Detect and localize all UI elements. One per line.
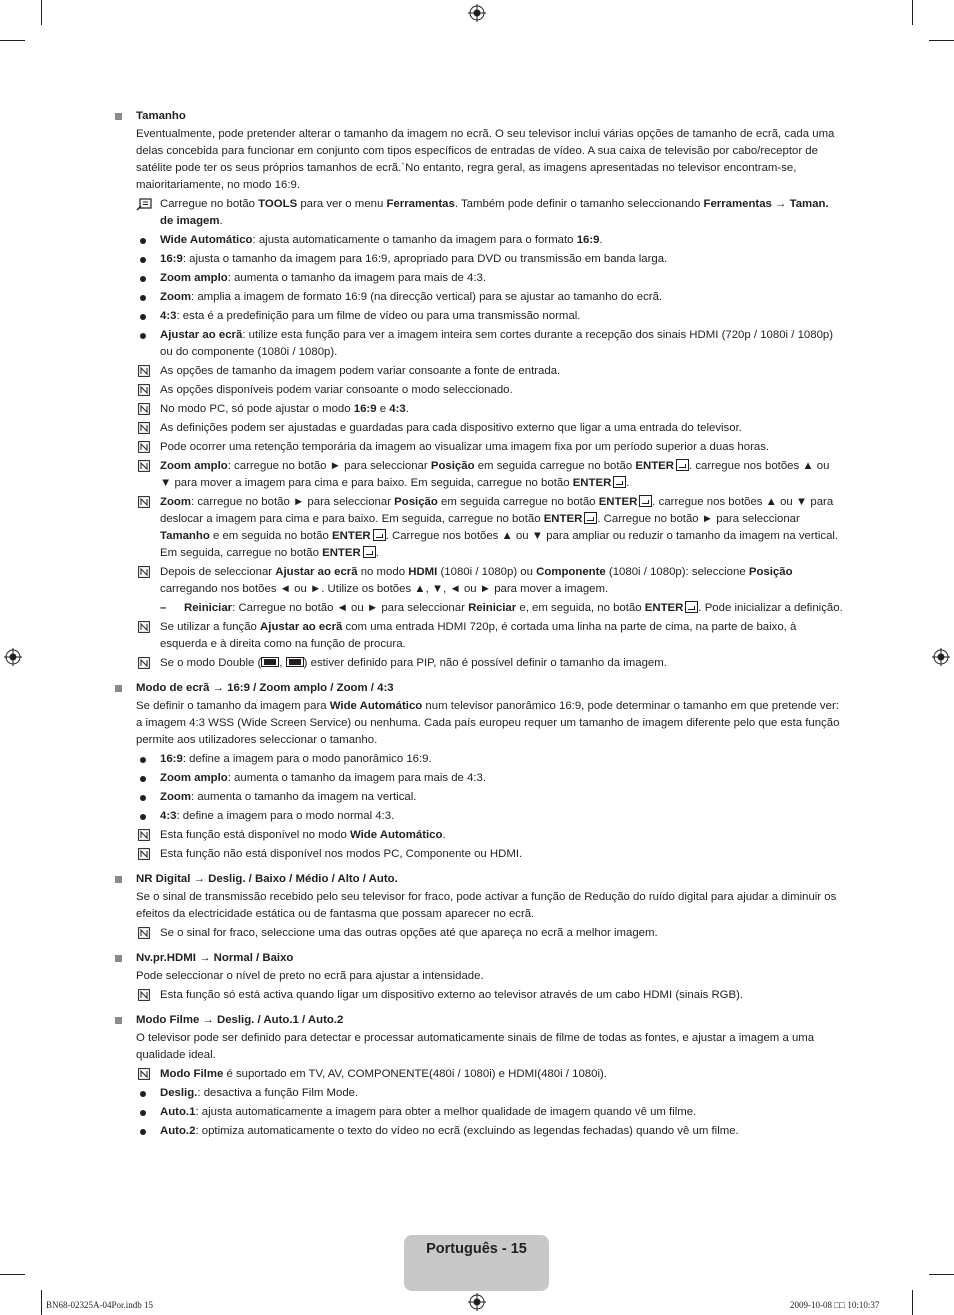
bullet-dot-icon: [140, 795, 146, 801]
section-heading: Tamanho: [136, 110, 186, 122]
bullet-dot-icon: [140, 814, 146, 820]
crop-mark: [0, 1274, 25, 1275]
bullet-dot-icon: [140, 314, 146, 320]
double-pip-alt-icon: [286, 657, 304, 667]
bullet-dot-icon: [140, 257, 146, 263]
note-item: Se o sinal for fraco, seleccione uma das outras opções até que apareça no ecrã a melhor imagem.: [136, 925, 843, 942]
note-icon: [138, 403, 150, 415]
bullet-dot-icon: [140, 238, 146, 244]
section-intro: Pode seleccionar o nível de preto no ecrã para ajustar a intensidade.: [136, 970, 484, 982]
crop-mark: [41, 1290, 42, 1315]
note-icon: [138, 384, 150, 396]
note-icon: [138, 566, 150, 578]
enter-icon: [639, 495, 652, 507]
bullet-dot-icon: [140, 776, 146, 782]
note-icon: [138, 829, 150, 841]
bullet-item: 4:3: define a imagem para o modo normal 4:3.: [136, 808, 843, 825]
section-intro: Se o sinal de transmissão recebido pelo seu televisor for fraco, pode activar a função de Redução do ruído digital para ajudar a diminuir os efeitos da electricidade estática ou de fantasma que possam aparecer no ecrã.: [136, 891, 837, 920]
enter-icon: [613, 476, 626, 488]
note-item: Esta função só está activa quando ligar um dispositivo externo ao televisor através de um cabo HDMI (sinais RGB).: [136, 987, 843, 1004]
section-intro: O televisor pode ser definido para detectar e processar automaticamente sinais de filme de todas as fontes, e ajustar a imagem a uma qualidade ideal.: [136, 1032, 815, 1061]
note-item: As definições podem ser ajustadas e guardadas para cada dispositivo externo que ligar a uma entrada do televisor.: [136, 420, 843, 437]
square-bullet-icon: [115, 1017, 122, 1024]
enter-icon: [373, 529, 386, 541]
section-tamanho: [113, 108, 843, 672]
note-item: Se o modo Double ( , ) estiver definido para PIP, não é possível definir o tamanho da imagem.: [136, 655, 843, 672]
crop-mark: [929, 40, 954, 41]
note-item: No modo PC, só pode ajustar o modo 16:9 e 4:3.: [136, 401, 843, 418]
section-modo-ecra: [113, 680, 843, 863]
registration-mark-icon: [468, 4, 486, 22]
bullet-item: Zoom: aumenta o tamanho da imagem na vertical.: [136, 789, 843, 806]
section-nr-digital: [113, 871, 843, 942]
square-bullet-icon: [115, 113, 122, 120]
bullet-item: 4:3: esta é a predefinição para um filme de vídeo ou para uma transmissão normal.: [136, 308, 843, 325]
square-bullet-icon: [115, 685, 122, 692]
note-item: Se utilizar a função Ajustar ao ecrã com uma entrada HDMI 720p, é cortada uma linha na parte de cima, na parte de baixo, à esquerda e à direita como na função de procura.: [136, 619, 843, 653]
note-icon: [138, 365, 150, 377]
crop-mark: [41, 0, 42, 25]
page-number-box: [404, 1235, 549, 1291]
note-icon: [138, 460, 150, 472]
crop-mark: [912, 1290, 913, 1315]
section-heading: Modo Filme → Deslig. / Auto.1 / Auto.2: [136, 1014, 344, 1026]
crop-mark: [0, 40, 25, 41]
bullet-item: Ajustar ao ecrã: utilize esta função para ver a imagem inteira sem cortes durante a recepção dos sinais HDMI (720p / 1080i / 1080p) ou do componente (1080i / 1080p).: [136, 327, 843, 361]
registration-mark-icon: [932, 648, 950, 666]
square-bullet-icon: [115, 876, 122, 883]
section-intro: Eventualmente, pode pretender alterar o tamanho da imagem no ecrã. O seu televisor inclui várias opções de tamanho de ecrã, cada uma delas concebida para funcionar em conjunto com tipos específicos de entradas de vídeo. A sua caixa de televisão por cabo/receptor de satélite pode ter os seus próprios tamanhos de ecrã.`No entanto, regra geral, as imagens apresentadas no televisor encontram-se, maioritariamente, no modo 16:9.: [136, 128, 835, 191]
bullet-item: Zoom amplo: aumenta o tamanho da imagem para mais de 4:3.: [136, 270, 843, 287]
note-icon: [138, 989, 150, 1001]
bullet-dot-icon: [140, 333, 146, 339]
crop-mark: [929, 1274, 954, 1275]
bullet-dot-icon: [140, 1110, 146, 1116]
note-icon: [138, 422, 150, 434]
bullet-item: 16:9: define a imagem para o modo panorâmico 16:9.: [136, 751, 843, 768]
square-bullet-icon: [115, 955, 122, 962]
crop-mark: [912, 0, 913, 25]
bullet-item: Zoom: amplia a imagem de formato 16:9 (na direcção vertical) para se ajustar ao tamanho do ecrã.: [136, 289, 843, 306]
note-icon: [138, 657, 150, 669]
note-icon: [138, 621, 150, 633]
bullet-item: 16:9: ajusta o tamanho da imagem para 16:9, apropriado para DVD ou transmissão em banda larga.: [136, 251, 843, 268]
page-number: Português - 15: [426, 1241, 527, 1257]
note-item: Pode ocorrer uma retenção temporária da imagem ao visualizar uma imagem fixa por um período superior a duas horas.: [136, 439, 843, 456]
note-icon: [138, 496, 150, 508]
note-icon: [138, 441, 150, 453]
bullet-item: Deslig.: desactiva a função Film Mode.: [136, 1085, 843, 1102]
section-heading: Nv.pr.HDMI → Normal / Baixo: [136, 952, 294, 964]
double-pip-icon: [261, 657, 279, 667]
tools-icon: [136, 198, 152, 211]
bullet-dot-icon: [140, 1091, 146, 1097]
section-intro: Se definir o tamanho da imagem para Wide Automático num televisor panorâmico 16:9, pode determinar o tamanho em que pretende ver: a imagem 4:3 WSS (Wide Screen Service) ou nenhuma. Cada país europeu requer um tamanho de imagem diferente pelo que esta função permite aos utilizadores seleccionar o tamanho.: [136, 700, 840, 746]
sub-item-reiniciar: – Reiniciar: Carregue no botão ◄ ou ► para seleccionar Reiniciar e, em seguida, no botão ENTER . Pode inicializar a definição.: [160, 602, 843, 614]
note-icon: [138, 1068, 150, 1080]
bullet-item: Wide Automático: ajusta automaticamente o tamanho da imagem para o formato 16:9.: [136, 232, 843, 249]
footer-file-name: BN68-02325A-04Por.indb 15: [46, 1300, 154, 1310]
note-item: Zoom: carregue no botão ► para seleccionar Posição em seguida carregue no botão ENTER . carregue nos botões ▲ ou ▼ para deslocar a imagem para cima e para baixo. Em seguida, carregue no botão ENTER . Carregue no botão ► para seleccionar Tamanho e em seguida no botão ENTER . Carregue nos botões ▲ ou ▼ para ampliar ou reduzir o tamanho da imagem na vertical. Em seguida, carregue no botão ENTER .: [136, 494, 843, 562]
registration-mark-icon: [4, 648, 22, 666]
section-nv-pr-hdmi: [113, 950, 843, 1004]
enter-icon: [584, 512, 597, 524]
note-item: Esta função não está disponível nos modos PC, Componente ou HDMI.: [136, 846, 843, 863]
bullet-item: Auto.1: ajusta automaticamente a imagem para obter a melhor qualidade de imagem quando vê um filme.: [136, 1104, 843, 1121]
section-modo-filme: [113, 1012, 843, 1140]
note-item: Esta função está disponível no modo Wide Automático.: [136, 827, 843, 844]
page-content: [113, 108, 843, 1140]
note-item: As opções disponíveis podem variar consoante o modo seleccionado.: [136, 382, 843, 399]
bullet-item: Auto.2: optimiza automaticamente o texto do vídeo no ecrã (excluindo as legendas fechadas) quando vê um filme.: [136, 1123, 843, 1140]
note-item: As opções de tamanho da imagem podem variar consoante a fonte de entrada.: [136, 363, 843, 380]
tools-note: Carregue no botão TOOLS para ver o menu Ferramentas. Também pode definir o tamanho seleccionando Ferramentas → Taman. de imagem.: [136, 196, 843, 230]
enter-icon: [363, 546, 376, 558]
registration-mark-icon: [468, 1293, 486, 1311]
bullet-item: Zoom amplo: aumenta o tamanho da imagem para mais de 4:3.: [136, 770, 843, 787]
note-icon: [138, 927, 150, 939]
bullet-dot-icon: [140, 295, 146, 301]
enter-icon: [676, 459, 689, 471]
bullet-dot-icon: [140, 757, 146, 763]
note-item: Modo Filme é suportado em TV, AV, COMPONENTE(480i / 1080i) e HDMI(480i / 1080i).: [136, 1066, 843, 1083]
bullet-dot-icon: [140, 276, 146, 282]
section-heading: NR Digital → Deslig. / Baixo / Médio / Alto / Auto.: [136, 873, 398, 885]
footer-timestamp: 2009-10-08 □□ 10:10:37: [790, 1300, 880, 1310]
note-item: Zoom amplo: carregue no botão ► para seleccionar Posição em seguida carregue no botão ENTER . carregue nos botões ▲ ou ▼ para mover a imagem para cima e para baixo. Em seguida, carregue no botão ENTER .: [136, 458, 843, 492]
section-heading: Modo de ecrã → 16:9 / Zoom amplo / Zoom / 4:3: [136, 682, 394, 694]
note-item: Depois de seleccionar Ajustar ao ecrã no modo HDMI (1080i / 1080p) ou Componente (1080i / 1080p): seleccione Posição carregando nos botões ◄ ou ►. Utilize os botões ▲, ▼, ◄ ou ► para mover a imagem.: [136, 564, 843, 598]
bullet-dot-icon: [140, 1129, 146, 1135]
note-icon: [138, 848, 150, 860]
enter-icon: [685, 601, 698, 613]
